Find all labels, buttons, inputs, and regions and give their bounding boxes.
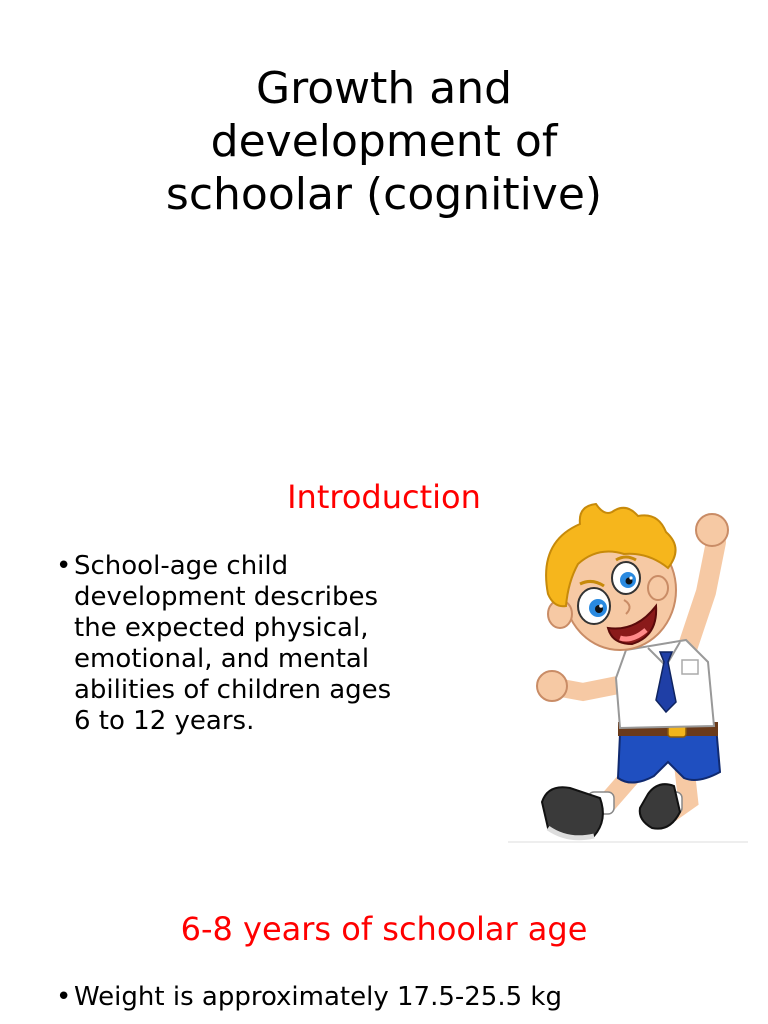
introduction-bullet (56, 551, 416, 737)
cartoon-schoolboy-icon (508, 502, 748, 844)
content-slide (0, 450, 768, 1024)
title-line-2: development of (210, 116, 558, 167)
title-slide (0, 0, 768, 450)
slide-title (0, 62, 768, 221)
age-section-heading: 6-8 years of schoolar age (180, 910, 588, 948)
bullet-dot-icon: • (56, 982, 72, 1012)
bullet-dot-icon: • (56, 551, 72, 581)
weight-bullet (56, 982, 756, 1013)
weight-bullet-text: Weight is approximately 17.5-25.5 kg (74, 982, 562, 1012)
introduction-heading: Introduction (287, 478, 481, 516)
introduction-bullet-text: School-age child development describes the expected physical, emotional, and mental abilities of children ages 6 to 12 years. (74, 551, 392, 736)
title-line-3: schoolar (cognitive) (165, 169, 603, 220)
title-line-1: Growth and (255, 63, 513, 114)
